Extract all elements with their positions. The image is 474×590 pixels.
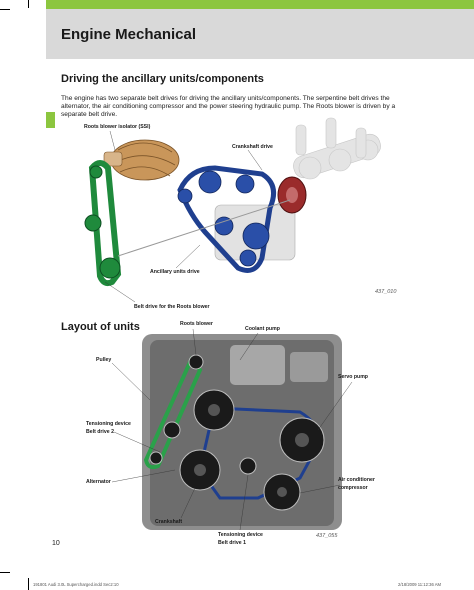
- crankshaft-pulley-illustration: [278, 177, 306, 213]
- label-tensioning-2-a: Tensioning device: [86, 421, 131, 427]
- crankshaft-illustration: [291, 118, 383, 180]
- label-crankshaft: Crankshaft: [155, 519, 183, 525]
- section-title: Driving the ancillary units/components: [61, 73, 264, 85]
- layout-photo: [142, 334, 342, 530]
- label-belt-drive-roots: Belt drive for the Roots blower: [134, 304, 210, 310]
- label-ancillary-drive: Ancillary units drive: [150, 269, 200, 275]
- label-ac-a: Air conditioner: [338, 477, 375, 483]
- label-crankshaft-drive: Crankshaft drive: [232, 144, 273, 150]
- figure-number-layout: 437_055: [316, 533, 338, 539]
- intro-paragraph: The engine has two separate belt drives for driving the ancillary units/components. The serpentine belt drives the alternator, the air conditioning compressor and the power steering hydraulic pump. The Roots blower is driven by a separate belt drive.: [61, 95, 396, 119]
- label-tensioning-1-a: Tensioning device: [218, 532, 263, 538]
- label-roots-blower: Roots blower: [180, 321, 213, 327]
- label-ac-b: compressor: [338, 485, 368, 491]
- label-coolant-pump: Coolant pump: [245, 326, 280, 332]
- footer-left: 191801 Audi 3.0L Supercharged.indd Sec2:10: [33, 582, 119, 587]
- page-number: 10: [52, 540, 60, 547]
- label-tensioning-2-b: Belt drive 2: [86, 429, 114, 435]
- label-pulley: Pulley: [96, 357, 112, 363]
- label-tensioning-1-b: Belt drive 1: [218, 540, 246, 546]
- label-alternator: Alternator: [86, 479, 111, 485]
- layout-title: Layout of units: [61, 321, 140, 333]
- footer-right: 2/18/2009 11:12:36 AM: [398, 582, 441, 587]
- page-title: Engine Mechanical: [61, 26, 197, 43]
- figure-number: 437_010: [375, 289, 397, 295]
- roots-blower-illustration: [104, 140, 179, 180]
- label-servo-pump: Servo pump: [338, 374, 368, 380]
- label-roots-isolator: Roots blower isolator (SSI): [84, 124, 151, 130]
